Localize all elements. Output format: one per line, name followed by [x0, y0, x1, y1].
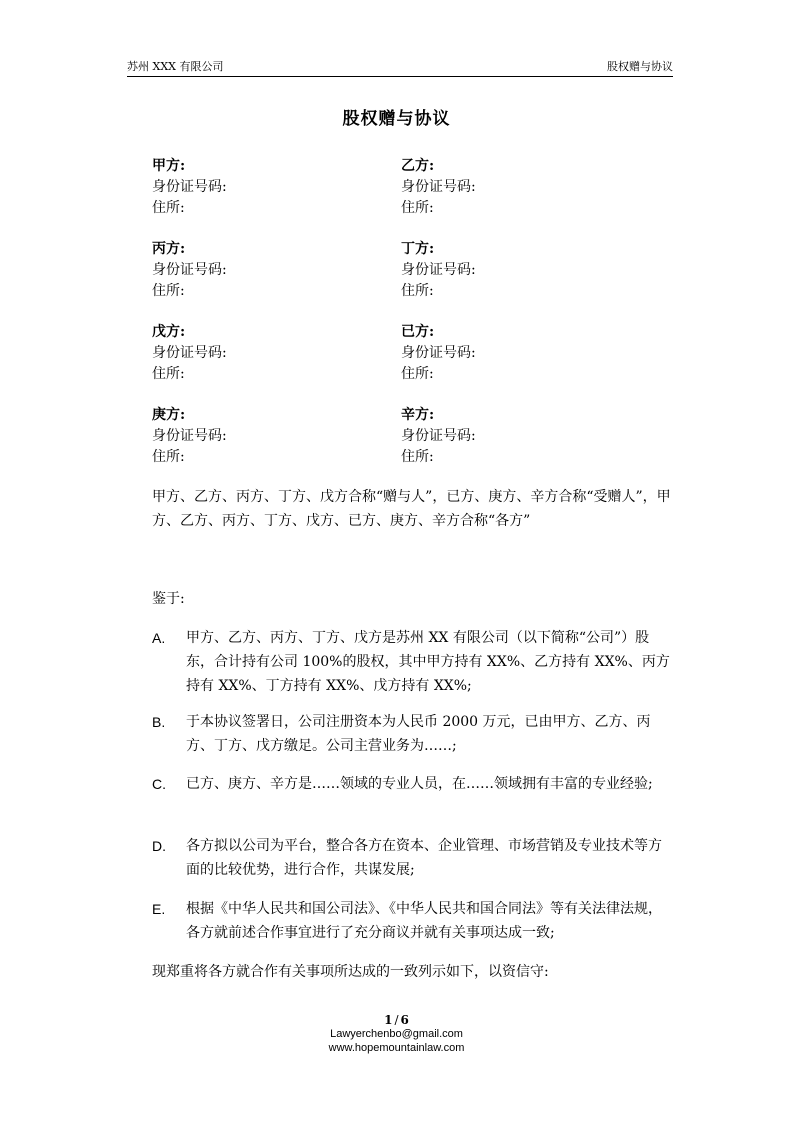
- current-page: 1: [384, 1013, 393, 1027]
- recital-letter: D.: [152, 838, 166, 854]
- recital-text: 于本协议签署日，公司注册资本为人民币 2000 万元，已由甲方、乙方、丙方、丁方、戊方缴足。公司主营业务为……;: [186, 714, 651, 754]
- party-block-jia: [152, 156, 227, 219]
- address-label: 住所:: [401, 449, 434, 465]
- id-number-label: 身份证号码:: [401, 262, 476, 278]
- party-name: 丁方:: [401, 241, 435, 257]
- footer-website: www.hopemountainlaw.com: [328, 1042, 465, 1054]
- parties-definition-paragraph: 甲方、乙方、丙方、丁方、戊方合称“赠与人”，已方、庚方、辛方合称“受赠人”，甲方、乙方、丙方、丁方、戊方、已方、庚方、辛方合称“各方”: [152, 489, 671, 529]
- party-block-ji: [401, 322, 476, 385]
- party-name: 丙方:: [152, 241, 186, 257]
- id-number-label: 身份证号码:: [152, 428, 227, 444]
- closing-statement: 现郑重将各方就合作有关事项所达成的一致列示如下，以资信守:: [152, 964, 549, 980]
- party-name: 乙方:: [401, 158, 435, 174]
- address-label: 住所:: [152, 283, 185, 299]
- id-number-label: 身份证号码:: [152, 179, 227, 195]
- page-footer: [0, 1013, 793, 1055]
- id-number-label: 身份证号码:: [401, 345, 476, 361]
- id-number-label: 身份证号码:: [401, 179, 476, 195]
- recital-text: 根据《中华人民共和国公司法》、《中华人民共和国合同法》等有关法律法规，各方就前述合作事宜进行了充分商议并就有关事项达成一致;: [186, 901, 662, 941]
- header-doc-title: 股权赠与协议: [607, 60, 673, 73]
- address-label: 住所:: [152, 449, 185, 465]
- whereas-heading: 鉴于:: [152, 591, 185, 607]
- footer-email: Lawyerchenbo@gmail.com: [330, 1028, 463, 1040]
- address-label: 住所:: [152, 200, 185, 216]
- party-name: 辛方:: [401, 407, 435, 423]
- recital-item-c: [152, 772, 674, 796]
- recital-item-e: [152, 897, 674, 945]
- recital-text: 甲方、乙方、丙方、丁方、戊方是苏州 XX 有限公司（以下简称“公司”）股东，合计持有公司 100%的股权，其中甲方持有 XX%、乙方持有 XX%、丙方持有 XX%、丁方持有 XX%、戊方持有 XX%;: [186, 630, 670, 694]
- recital-text: 已方、庚方、辛方是……领域的专业人员，在……领域拥有丰富的专业经验;: [186, 776, 653, 792]
- id-number-label: 身份证号码:: [152, 345, 227, 361]
- page-number: 1 / 6: [384, 1013, 409, 1027]
- party-name: 戊方:: [152, 324, 186, 340]
- party-block-geng: [152, 405, 227, 468]
- total-pages: 6: [400, 1013, 409, 1027]
- page-header: [127, 56, 673, 77]
- id-number-label: 身份证号码:: [152, 262, 227, 278]
- party-name: 庚方:: [152, 407, 186, 423]
- id-number-label: 身份证号码:: [401, 428, 476, 444]
- party-block-bing: [152, 239, 227, 302]
- party-block-xin: [401, 405, 476, 468]
- party-block-yi: [401, 156, 476, 219]
- recital-item-d: [152, 834, 674, 882]
- party-name: 甲方:: [152, 158, 186, 174]
- recital-letter: A.: [152, 630, 166, 646]
- recital-letter: E.: [152, 901, 166, 917]
- recital-item-b: [152, 710, 674, 758]
- recital-letter: B.: [152, 714, 166, 730]
- address-label: 住所:: [401, 366, 434, 382]
- party-block-wu: [152, 322, 227, 385]
- address-label: 住所:: [401, 200, 434, 216]
- address-label: 住所:: [152, 366, 185, 382]
- recital-text: 各方拟以公司为平台，整合各方在资本、企业管理、市场营销及专业技术等方面的比较优势，进行合作，共谋发展;: [186, 838, 662, 878]
- recital-item-a: [152, 626, 674, 698]
- recital-letter: C.: [152, 776, 166, 792]
- party-block-ding: [401, 239, 476, 302]
- address-label: 住所:: [401, 283, 434, 299]
- document-title: 股权赠与协议: [342, 109, 451, 129]
- header-company: 苏州 XXX 有限公司: [127, 60, 224, 73]
- party-name: 已方:: [401, 324, 435, 340]
